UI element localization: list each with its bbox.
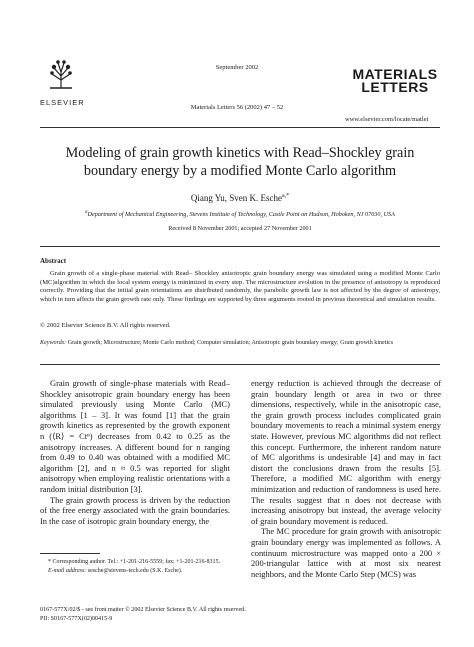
abstract-text: Grain growth of a single-phase material with Read– Shockley anisotropic grain boundary energy was simulated using a modified Monte Carlo (MC)algorithm in which the local system energy is minimized in every step. The microstructure evolution in the presence of anisotropy is reproduced correctly. Providing that the initial grain orientations are distributed randomly, the parabolic growth law is not affected by the degree of anisotropy, which in turn affects the grain growth rate only. These findings are supported by three arguments rooted in previous theoretical and simulation results. [40, 270, 440, 303]
issn-line: 0167-577X/02/$ - see front matter © 2002 Elsevier Science B.V. All rights reserved. [40, 607, 246, 613]
body-paragraph: The MC procedure for grain growth with anisotropic grain boundary energy was implemented as follows. A continuum microstructure was mapped onto a 200 × 200-triangular lattice with at most six nearest neighbors, and the Monte Carlo Step (MCS) was [251, 526, 441, 579]
body-paragraph: Grain growth of single-phase materials with Read– Shockley anisotropic grain boundary energy has been simulated previously using Monte Carlo (MC) algorithms [1 – 3]. It was found [1] that the grain growth kinetics as represented by the growth exponent n (⟨R⟩ = Ctⁿ) decreases from 0.42 to 0.25 as the anisotropy increases. A different bound for n ranging from 0.49 to 0.40 was obtained with a modified MC algorithm [2], and n ≈ 0.5 was reported for slight anisotropy when employing realistic orientations with a random initial distribution [3]. [40, 378, 230, 494]
issue-date: September 2002 [215, 64, 259, 71]
title-rule [40, 246, 440, 247]
body-column-right [251, 378, 441, 579]
journal-logo-line1: MATERIALS [352, 66, 438, 82]
keywords-label: Keywords: [40, 340, 67, 346]
keywords-text: Grain growth; Microstructure; Monte Carlo method; Computer simulation; Anisotropic grain boundary energy; Grain growth kinetics [67, 340, 394, 346]
journal-logo-line2: LETTERS [361, 79, 429, 95]
journal-citation: Materials Letters 56 (2002) 47 – 52 [190, 104, 284, 111]
footnote [40, 558, 230, 576]
body-paragraph: The grain growth process is driven by the reduction of the free energy associated with the grain boundaries. In the case of isotropic grain boundary energy, the [40, 494, 230, 526]
affiliation-mark: a [85, 210, 88, 215]
front-matter-info [40, 606, 246, 623]
received-dates: Received 8 November 2001; accepted 27 November 2001 [168, 225, 312, 232]
article-title [40, 144, 440, 180]
abstract-rule [40, 364, 440, 365]
email-address[interactable]: sesche@stevens-tech.edu (S.K. Esche). [87, 568, 183, 574]
header-rule [40, 127, 440, 128]
author-list [40, 193, 440, 203]
body-column-left [40, 378, 230, 526]
email-label: E-mail address: [48, 568, 87, 574]
corresponding-author: * Corresponding author. Tel.: +1-201-216-5559; fax: +1-201-216-8315. [48, 559, 221, 565]
abstract-heading: Abstract [40, 257, 67, 265]
affiliation: Department of Mechanical Engineering, Stevens Institute of Technology, Castle Point on Hudson, Hoboken, NJ 07030, USA [87, 211, 395, 219]
journal-logo [351, 68, 439, 94]
abstract-copyright: © 2002 Elsevier Science B.V. All rights reserved. [40, 322, 171, 329]
body-paragraph: energy reduction is achieved through the decrease of grain boundary length or area in two or three dimensions, respectively, while in the anisotropic case, the grain growth process includes complicated grain boundary movements to reach a minimal system energy state. However, previous MC algorithms did not reflect this concept. Furthermore, the inherent random nature of MC algorithms is undesirable [4] and may in fact distort the conclusions drawn from the results [5]. Therefore, a modified MC algorithm with energy minimization and reduction of randomness is used here. The results suggest that n does not decrease with increasing anisotropy but instead, the average velocity of grain boundary movement is reduced. [251, 378, 441, 526]
footnote-rule [40, 553, 100, 554]
pii-line: PII: S0167-577X(02)00415-9 [40, 615, 113, 622]
affiliation-block [40, 210, 440, 218]
journal-url[interactable]: www.elsevier.com/locate/matlet [345, 116, 429, 123]
keywords [40, 339, 440, 348]
author-mark: a,* [281, 193, 290, 199]
authors: Qiang Yu, Sven K. Esche [190, 193, 282, 203]
title-line-2: boundary energy by a modified Monte Carlo algorithm [83, 163, 397, 179]
publisher-name: ELSEVIER [40, 98, 85, 107]
title-line-1: Modeling of grain growth kinetics with Read–Shockley grain [65, 145, 415, 161]
